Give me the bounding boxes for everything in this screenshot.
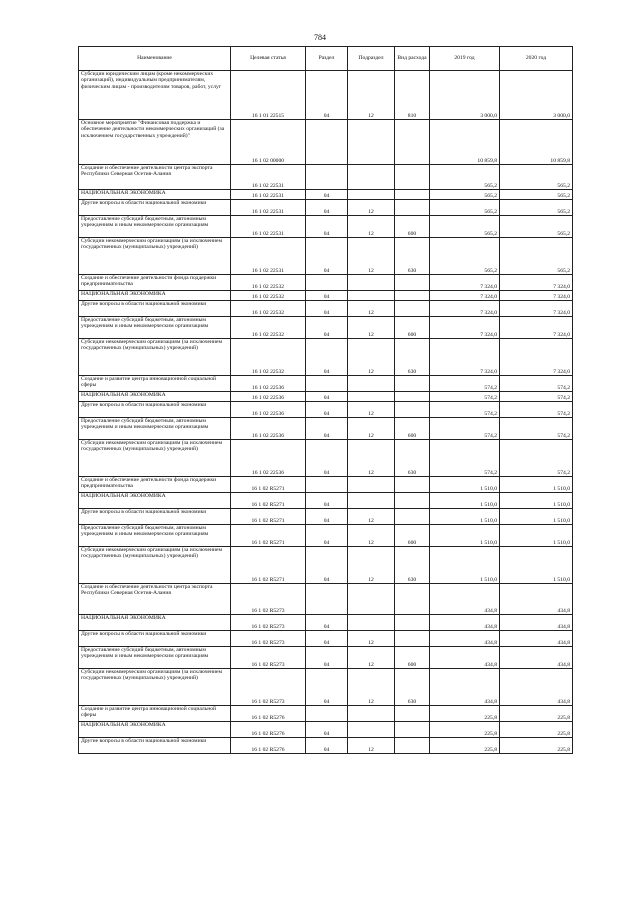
- cell-2019: 225,8: [430, 706, 500, 722]
- cell-subsection: 12: [348, 509, 395, 525]
- cell-expense-type: 630: [395, 339, 430, 376]
- cell-2019: 1 510,0: [430, 525, 500, 547]
- cell-name: НАЦИОНАЛЬНАЯ ЭКОНОМИКА: [79, 291, 231, 301]
- cell-expense-type: 600: [395, 216, 430, 238]
- cell-name: Предоставление субсидий бюджетным, автономным учреждениям и иным некоммерческим организациям: [79, 647, 231, 669]
- cell-2019: 565,2: [430, 238, 500, 275]
- table-row: [79, 706, 573, 722]
- header-expense-type: Вид расхода: [395, 47, 430, 71]
- table-row: [79, 738, 573, 754]
- cell-target-code: 16 1 02 22532: [231, 317, 306, 339]
- cell-2020: 574,2: [500, 392, 573, 402]
- cell-2019: 225,8: [430, 738, 500, 754]
- cell-2019: 434,8: [430, 669, 500, 706]
- cell-subsection: [348, 584, 395, 615]
- cell-2019: 574,2: [430, 376, 500, 392]
- cell-name: Предоставление субсидий бюджетным, автономным учреждениям и иным некоммерческим организациям: [79, 317, 231, 339]
- table-row: [79, 71, 573, 120]
- cell-2020: 225,8: [500, 722, 573, 738]
- cell-2019: 565,2: [430, 216, 500, 238]
- cell-2019: 434,8: [430, 631, 500, 647]
- cell-expense-type: 630: [395, 669, 430, 706]
- cell-name: Создание и развитие центра инновационной социальной сферы: [79, 706, 231, 722]
- cell-expense-type: [395, 120, 430, 165]
- cell-2019: 1 510,0: [430, 477, 500, 493]
- cell-2020: 225,8: [500, 706, 573, 722]
- cell-target-code: 16 1 02 R5273: [231, 615, 306, 631]
- cell-subsection: 12: [348, 200, 395, 216]
- cell-target-code: 16 1 02 22532: [231, 291, 306, 301]
- cell-2020: 565,2: [500, 238, 573, 275]
- table-row: [79, 647, 573, 669]
- cell-section: [306, 584, 348, 615]
- cell-target-code: 16 1 02 22536: [231, 418, 306, 440]
- table-row: [79, 547, 573, 584]
- cell-subsection: [348, 477, 395, 493]
- cell-name: Субсидии некоммерческим организациям (за исключением государственных (муниципальных) учреждений): [79, 440, 231, 477]
- cell-name: НАЦИОНАЛЬНАЯ ЭКОНОМИКА: [79, 190, 231, 200]
- cell-target-code: 16 1 02 22536: [231, 392, 306, 402]
- cell-2020: 1 510,0: [500, 493, 573, 509]
- cell-name: Другие вопросы в области национальной экономики: [79, 738, 231, 754]
- cell-2020: 574,2: [500, 402, 573, 418]
- cell-subsection: 12: [348, 738, 395, 754]
- cell-subsection: 12: [348, 301, 395, 317]
- cell-expense-type: [395, 402, 430, 418]
- cell-section: [306, 706, 348, 722]
- cell-expense-type: [395, 291, 430, 301]
- cell-section: 04: [306, 301, 348, 317]
- header-name: Наименование: [79, 47, 231, 71]
- table-row: [79, 165, 573, 190]
- table-row: [79, 339, 573, 376]
- cell-subsection: 12: [348, 71, 395, 120]
- cell-target-code: 16 1 02 00000: [231, 120, 306, 165]
- cell-target-code: 16 1 02 22536: [231, 440, 306, 477]
- table-row: [79, 275, 573, 291]
- cell-2020: 10 859,8: [500, 120, 573, 165]
- cell-name: Субсидии юридическим лицам (кроме некоммерческих организаций), индивидуальным предпринимателям, физическим лицам - производителям товаров, работ, услуг: [79, 71, 231, 120]
- table-header: [79, 47, 573, 71]
- table-row: [79, 317, 573, 339]
- cell-2020: 225,8: [500, 738, 573, 754]
- cell-section: 04: [306, 722, 348, 738]
- cell-expense-type: [395, 631, 430, 647]
- cell-section: 04: [306, 238, 348, 275]
- cell-target-code: 16 1 02 R5271: [231, 547, 306, 584]
- cell-name: Субсидии некоммерческим организациям (за исключением государственных (муниципальных) учреждений): [79, 238, 231, 275]
- table-row: [79, 669, 573, 706]
- cell-expense-type: [395, 200, 430, 216]
- cell-2019: 10 859,8: [430, 120, 500, 165]
- cell-expense-type: [395, 376, 430, 392]
- cell-expense-type: [395, 275, 430, 291]
- cell-target-code: 16 1 02 22532: [231, 275, 306, 291]
- cell-expense-type: 630: [395, 547, 430, 584]
- cell-section: 04: [306, 402, 348, 418]
- cell-target-code: 16 1 02 22531: [231, 200, 306, 216]
- cell-2020: 1 510,0: [500, 477, 573, 493]
- cell-section: 04: [306, 216, 348, 238]
- cell-name: Основное мероприятие "Финансовая поддержка и обеспечение деятельности некоммерческих организаций (за исключением государственных учреждений)": [79, 120, 231, 165]
- cell-target-code: 16 1 02 R5276: [231, 706, 306, 722]
- cell-name: Предоставление субсидий бюджетным, автономным учреждениям и иным некоммерческим организациям: [79, 216, 231, 238]
- cell-section: 04: [306, 418, 348, 440]
- cell-subsection: 12: [348, 216, 395, 238]
- table-row: [79, 190, 573, 200]
- cell-expense-type: [395, 706, 430, 722]
- table-row: [79, 493, 573, 509]
- table-row: [79, 525, 573, 547]
- cell-expense-type: 810: [395, 71, 430, 120]
- cell-target-code: 16 1 02 22531: [231, 216, 306, 238]
- table-row: [79, 301, 573, 317]
- cell-target-code: 16 1 02 R5271: [231, 477, 306, 493]
- cell-subsection: 12: [348, 647, 395, 669]
- cell-name: Создание и обеспечение деятельности фонда поддержки предпринимательства: [79, 477, 231, 493]
- table-row: [79, 120, 573, 165]
- cell-name: Другие вопросы в области национальной экономики: [79, 509, 231, 525]
- cell-section: 04: [306, 669, 348, 706]
- cell-2019: 565,2: [430, 165, 500, 190]
- cell-2020: 434,8: [500, 584, 573, 615]
- table-row: [79, 216, 573, 238]
- cell-2019: 1 510,0: [430, 509, 500, 525]
- cell-2019: 7 324,0: [430, 275, 500, 291]
- cell-expense-type: [395, 477, 430, 493]
- cell-section: [306, 275, 348, 291]
- cell-2019: 7 324,0: [430, 291, 500, 301]
- cell-name: Субсидии некоммерческим организациям (за исключением государственных (муниципальных) учреждений): [79, 669, 231, 706]
- cell-subsection: [348, 190, 395, 200]
- cell-2020: 7 324,0: [500, 291, 573, 301]
- cell-section: 04: [306, 200, 348, 216]
- cell-expense-type: [395, 493, 430, 509]
- cell-expense-type: [395, 615, 430, 631]
- cell-2020: 434,8: [500, 647, 573, 669]
- cell-target-code: 16 1 02 R5276: [231, 738, 306, 754]
- cell-2020: 565,2: [500, 165, 573, 190]
- page-number: 784: [314, 33, 326, 42]
- cell-subsection: [348, 722, 395, 738]
- cell-subsection: 12: [348, 339, 395, 376]
- cell-expense-type: [395, 722, 430, 738]
- cell-name: НАЦИОНАЛЬНАЯ ЭКОНОМИКА: [79, 722, 231, 738]
- cell-expense-type: [395, 392, 430, 402]
- cell-2019: 1 510,0: [430, 493, 500, 509]
- cell-section: 04: [306, 525, 348, 547]
- table-row: [79, 631, 573, 647]
- table-row: [79, 238, 573, 275]
- table-row: [79, 392, 573, 402]
- table-row: [79, 722, 573, 738]
- cell-2020: 1 510,0: [500, 509, 573, 525]
- table-row: [79, 615, 573, 631]
- table-row: [79, 402, 573, 418]
- cell-subsection: 12: [348, 525, 395, 547]
- cell-name: Другие вопросы в области национальной экономики: [79, 301, 231, 317]
- cell-2019: 7 324,0: [430, 317, 500, 339]
- cell-name: Предоставление субсидий бюджетным, автономным учреждениям и иным некоммерческим организациям: [79, 525, 231, 547]
- cell-2020: 7 324,0: [500, 317, 573, 339]
- header-2020: 2020 год: [500, 47, 573, 71]
- cell-subsection: 12: [348, 317, 395, 339]
- header-subsection: Подраздел: [348, 47, 395, 71]
- cell-expense-type: [395, 190, 430, 200]
- cell-subsection: [348, 275, 395, 291]
- cell-name: НАЦИОНАЛЬНАЯ ЭКОНОМИКА: [79, 493, 231, 509]
- cell-expense-type: 600: [395, 647, 430, 669]
- cell-target-code: 16 1 02 22536: [231, 376, 306, 392]
- cell-target-code: 16 1 02 R5273: [231, 647, 306, 669]
- cell-2019: 565,2: [430, 190, 500, 200]
- cell-target-code: 16 1 02 R5273: [231, 584, 306, 615]
- cell-subsection: 12: [348, 669, 395, 706]
- cell-subsection: 12: [348, 238, 395, 275]
- table-row: [79, 376, 573, 392]
- cell-section: 04: [306, 339, 348, 376]
- cell-expense-type: 600: [395, 525, 430, 547]
- cell-2020: 565,2: [500, 200, 573, 216]
- cell-2019: 574,2: [430, 440, 500, 477]
- cell-target-code: 16 1 02 R5273: [231, 631, 306, 647]
- cell-target-code: 16 1 02 R5271: [231, 509, 306, 525]
- budget-table: [78, 46, 573, 754]
- cell-section: 04: [306, 317, 348, 339]
- cell-section: 04: [306, 190, 348, 200]
- cell-subsection: [348, 706, 395, 722]
- cell-name: Субсидии некоммерческим организациям (за исключением государственных (муниципальных) учреждений): [79, 339, 231, 376]
- cell-2020: 1 510,0: [500, 525, 573, 547]
- table-row: [79, 200, 573, 216]
- cell-section: 04: [306, 291, 348, 301]
- cell-expense-type: [395, 509, 430, 525]
- cell-expense-type: [395, 301, 430, 317]
- cell-name: Создание и обеспечение деятельности центра экспорта Республики Северная Осетия-Алания: [79, 584, 231, 615]
- cell-subsection: [348, 165, 395, 190]
- table-row: [79, 509, 573, 525]
- cell-subsection: 12: [348, 418, 395, 440]
- cell-2019: 3 000,0: [430, 71, 500, 120]
- cell-section: 04: [306, 615, 348, 631]
- cell-2019: 574,2: [430, 392, 500, 402]
- cell-2020: 3 000,0: [500, 71, 573, 120]
- cell-name: Создание и развитие центра инновационной социальной сферы: [79, 376, 231, 392]
- cell-2019: 7 324,0: [430, 339, 500, 376]
- cell-2019: 434,8: [430, 615, 500, 631]
- cell-target-code: 16 1 02 22531: [231, 190, 306, 200]
- cell-subsection: 12: [348, 402, 395, 418]
- cell-target-code: 16 1 02 R5273: [231, 669, 306, 706]
- cell-section: 04: [306, 509, 348, 525]
- table-row: [79, 440, 573, 477]
- cell-target-code: 16 1 02 22532: [231, 339, 306, 376]
- cell-2019: 7 324,0: [430, 301, 500, 317]
- cell-2020: 1 510,0: [500, 547, 573, 584]
- cell-2020: 565,2: [500, 216, 573, 238]
- cell-2020: 574,2: [500, 418, 573, 440]
- cell-2020: 574,2: [500, 376, 573, 392]
- header-2019: 2019 год: [430, 47, 500, 71]
- cell-2020: 434,8: [500, 631, 573, 647]
- cell-2019: 565,2: [430, 200, 500, 216]
- cell-2019: 225,8: [430, 722, 500, 738]
- cell-subsection: [348, 615, 395, 631]
- cell-2019: 434,8: [430, 647, 500, 669]
- cell-subsection: [348, 493, 395, 509]
- header-code: Целевая статья: [231, 47, 306, 71]
- cell-name: Создание и обеспечение деятельности фонда поддержки предпринимательства: [79, 275, 231, 291]
- cell-section: [306, 477, 348, 493]
- cell-target-code: 16 1 02 22532: [231, 301, 306, 317]
- cell-target-code: 16 1 01 22515: [231, 71, 306, 120]
- cell-section: 04: [306, 493, 348, 509]
- cell-2020: 7 324,0: [500, 339, 573, 376]
- cell-2020: 574,2: [500, 440, 573, 477]
- table-row: [79, 291, 573, 301]
- cell-section: [306, 165, 348, 190]
- header-section: Раздел: [306, 47, 348, 71]
- table-body: [79, 71, 573, 754]
- cell-name: Другие вопросы в области национальной экономики: [79, 200, 231, 216]
- cell-expense-type: [395, 165, 430, 190]
- cell-name: Предоставление субсидий бюджетным, автономным учреждениям и иным некоммерческим организациям: [79, 418, 231, 440]
- cell-2019: 1 510,0: [430, 547, 500, 584]
- cell-section: 04: [306, 631, 348, 647]
- cell-subsection: [348, 376, 395, 392]
- cell-2019: 574,2: [430, 418, 500, 440]
- cell-2019: 574,2: [430, 402, 500, 418]
- cell-2019: 434,8: [430, 584, 500, 615]
- cell-2020: 7 324,0: [500, 301, 573, 317]
- cell-2020: 434,8: [500, 669, 573, 706]
- table-row: [79, 418, 573, 440]
- cell-name: НАЦИОНАЛЬНАЯ ЭКОНОМИКА: [79, 392, 231, 402]
- cell-2020: 565,2: [500, 190, 573, 200]
- cell-section: 04: [306, 647, 348, 669]
- cell-2020: 7 324,0: [500, 275, 573, 291]
- cell-target-code: 16 1 02 22536: [231, 402, 306, 418]
- cell-expense-type: [395, 584, 430, 615]
- cell-expense-type: 630: [395, 440, 430, 477]
- cell-subsection: 12: [348, 631, 395, 647]
- table-row: [79, 584, 573, 615]
- cell-target-code: 16 1 02 R5271: [231, 525, 306, 547]
- cell-target-code: 16 1 02 22531: [231, 165, 306, 190]
- cell-expense-type: 600: [395, 418, 430, 440]
- cell-section: 04: [306, 547, 348, 584]
- cell-2020: 434,8: [500, 615, 573, 631]
- cell-target-code: 16 1 02 R5271: [231, 493, 306, 509]
- cell-subsection: 12: [348, 440, 395, 477]
- cell-target-code: 16 1 02 22531: [231, 238, 306, 275]
- cell-name: Другие вопросы в области национальной экономики: [79, 402, 231, 418]
- cell-subsection: [348, 392, 395, 402]
- table-row: [79, 477, 573, 493]
- cell-name: Другие вопросы в области национальной экономики: [79, 631, 231, 647]
- cell-section: 04: [306, 71, 348, 120]
- cell-name: Создание и обеспечение деятельности центра экспорта Республики Северная Осетия-Алания: [79, 165, 231, 190]
- cell-name: НАЦИОНАЛЬНАЯ ЭКОНОМИКА: [79, 615, 231, 631]
- cell-subsection: [348, 291, 395, 301]
- cell-subsection: 12: [348, 547, 395, 584]
- cell-target-code: 16 1 02 R5276: [231, 722, 306, 738]
- cell-subsection: [348, 120, 395, 165]
- cell-section: 04: [306, 738, 348, 754]
- cell-name: Субсидии некоммерческим организациям (за исключением государственных (муниципальных) учреждений): [79, 547, 231, 584]
- cell-section: 04: [306, 440, 348, 477]
- cell-expense-type: 600: [395, 317, 430, 339]
- cell-expense-type: [395, 738, 430, 754]
- cell-section: [306, 376, 348, 392]
- cell-section: [306, 120, 348, 165]
- cell-expense-type: 630: [395, 238, 430, 275]
- cell-section: 04: [306, 392, 348, 402]
